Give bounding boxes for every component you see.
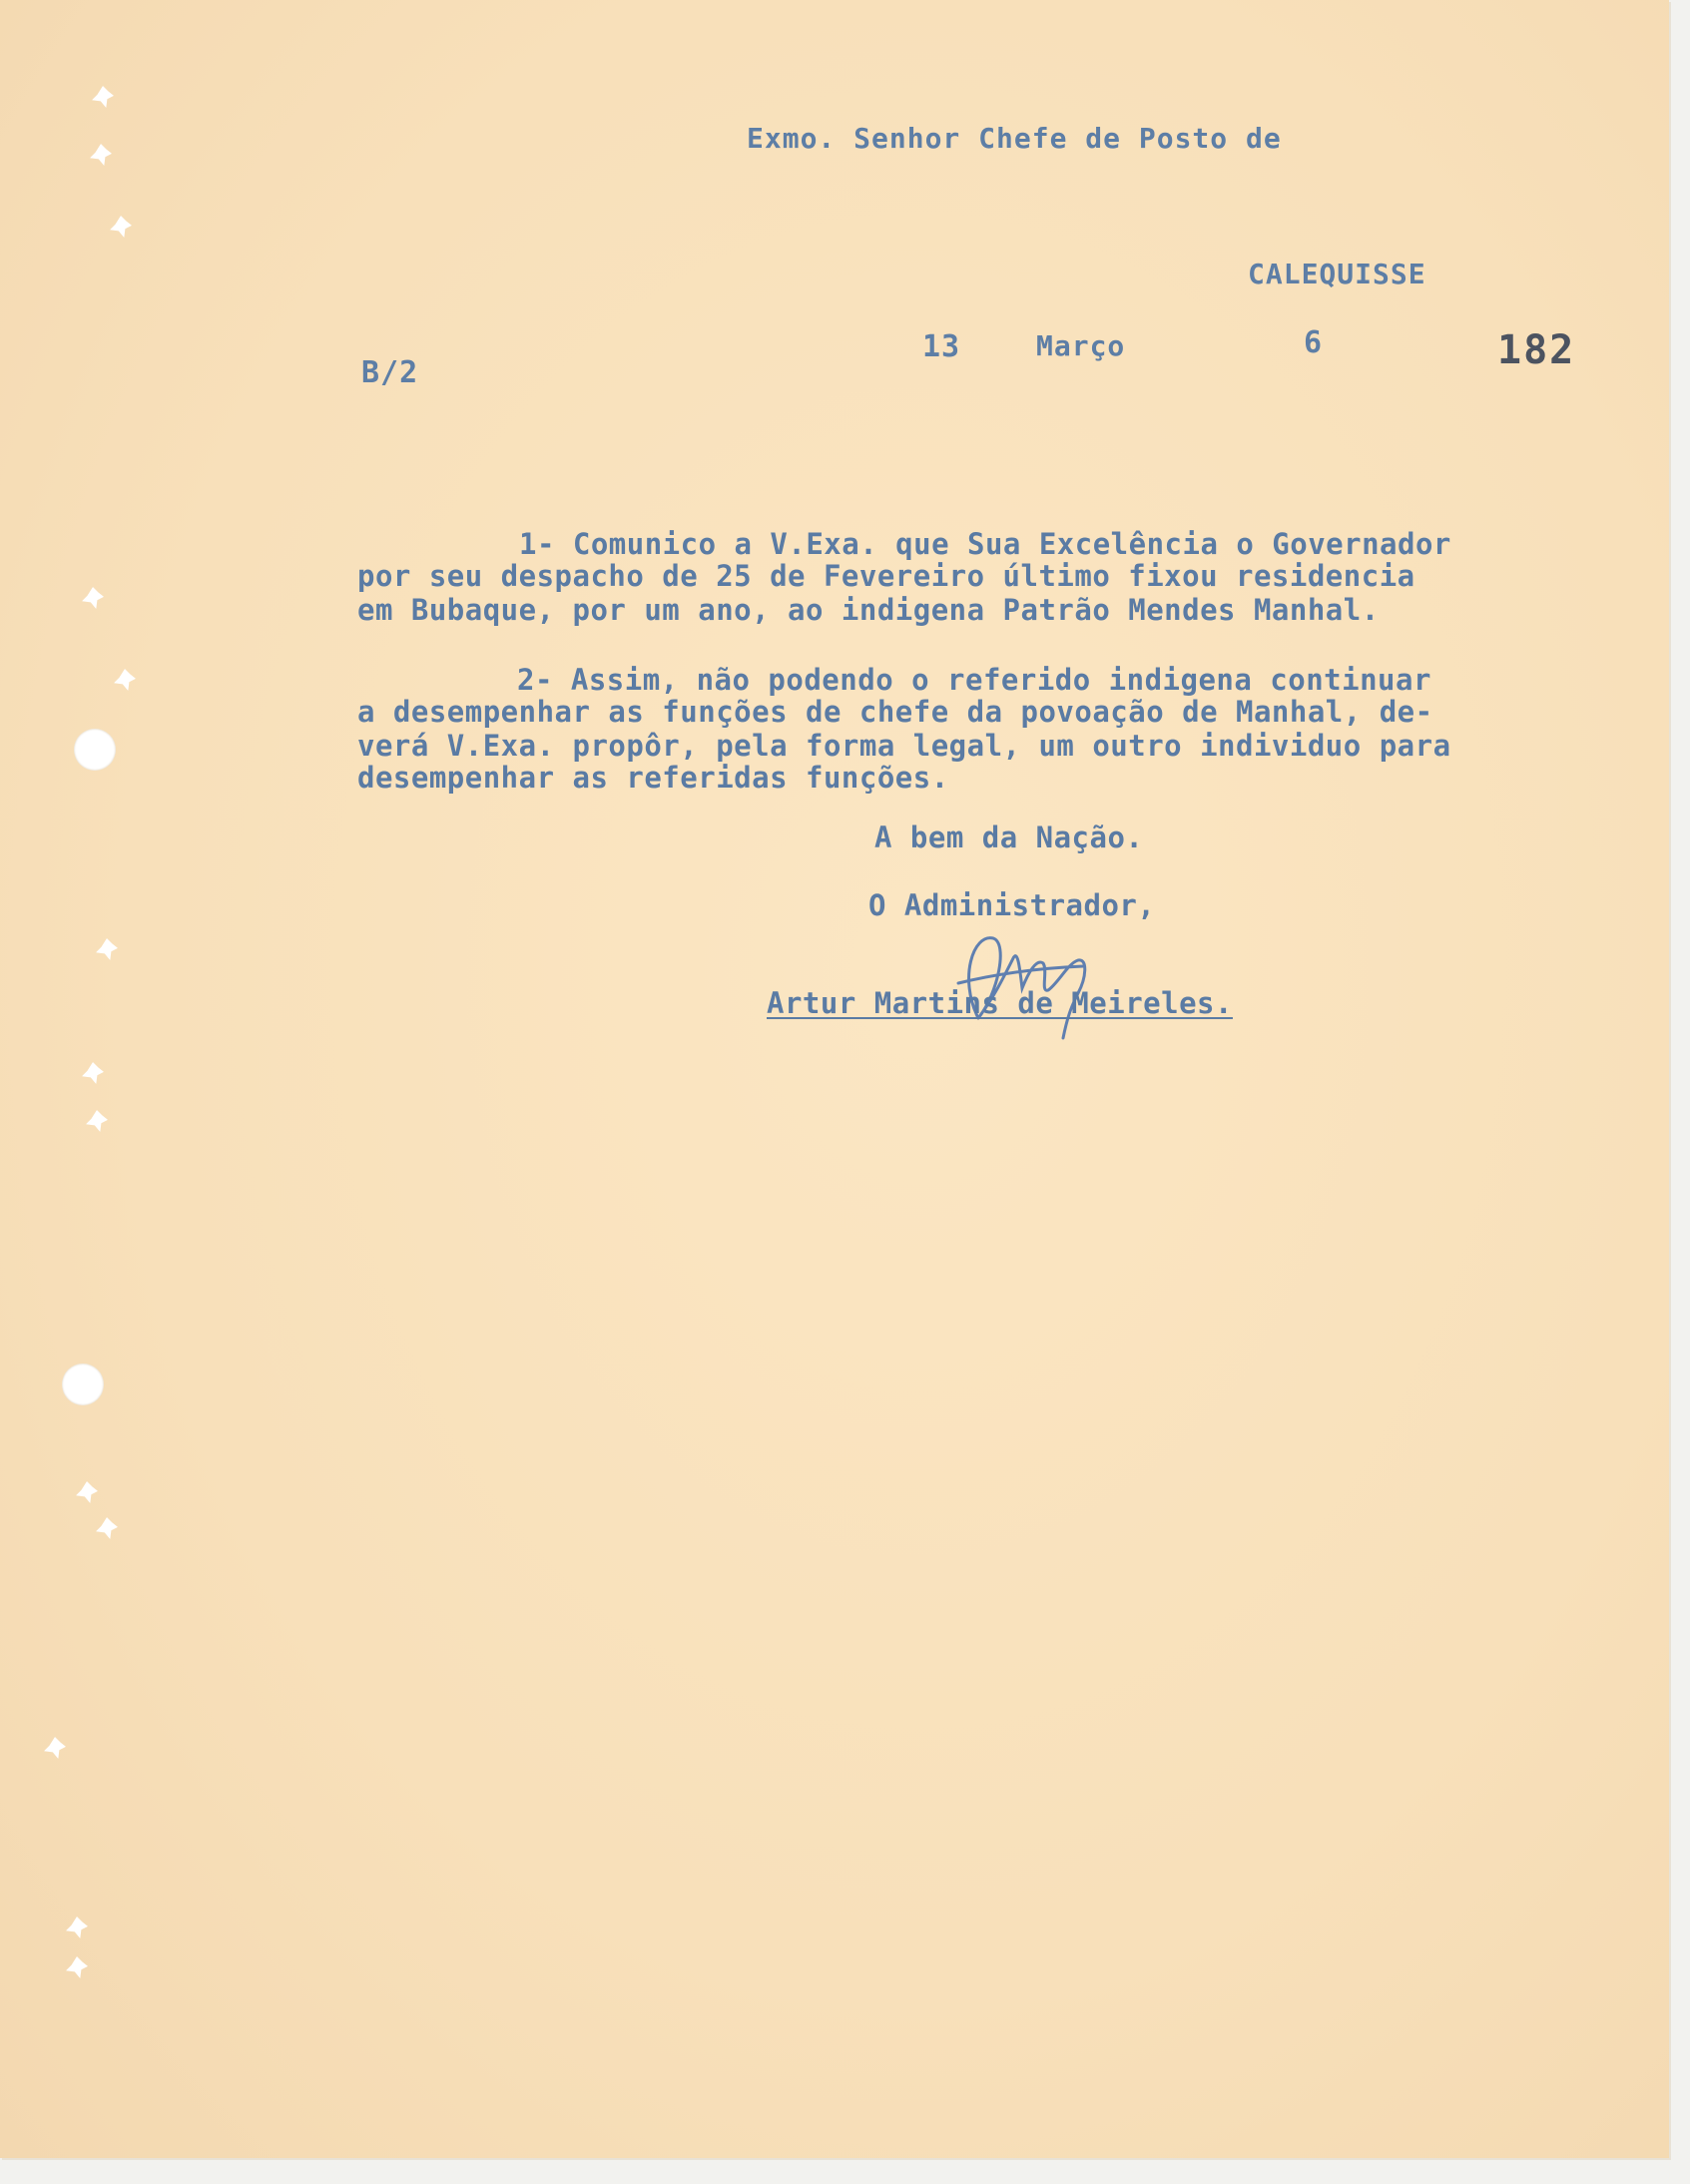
closing-role: O Administrador, (868, 888, 1156, 922)
punch-mark (90, 144, 112, 166)
signatory-name: Artur Martins de Meireles. (767, 986, 1233, 1020)
body-line: 2- Assim, não podendo o referido indigena continuar (517, 663, 1431, 697)
punch-mark (44, 1737, 66, 1759)
punch-mark (86, 1110, 108, 1132)
binder-hole (62, 1364, 104, 1405)
punch-mark (76, 1481, 98, 1503)
body-line: em Bubaque, por um ano, ao indigena Patrão Mendes Manhal. (357, 593, 1380, 627)
recipient-line: Exmo. Senhor Chefe de Posto de (747, 122, 1282, 155)
body-line: verá V.Exa. propôr, pela forma legal, um outro individuo para (357, 729, 1451, 763)
closing-salutation: A bem da Nação. (874, 820, 1144, 854)
date-month: Março (1036, 329, 1126, 362)
punch-mark (96, 938, 118, 960)
body-line: por seu despacho de 25 de Fevereiro último fixou residencia (357, 559, 1415, 593)
punch-mark (82, 587, 104, 609)
handwritten-signature (918, 918, 1138, 1048)
punch-mark (82, 1062, 104, 1084)
reference-code: B/2 (361, 355, 419, 390)
punch-mark (66, 1916, 88, 1938)
body-line: 1- Comunico a V.Exa. que Sua Excelência o Governador (519, 527, 1451, 561)
location-line: CALEQUISSE (1248, 258, 1426, 290)
body-line: a desempenhar as funções de chefe da povoação de Manhal, de- (357, 695, 1433, 729)
body-line: desempenhar as referidas funções. (357, 761, 949, 795)
date-year-digit: 6 (1304, 325, 1324, 360)
binder-hole (74, 729, 116, 771)
punch-mark (114, 669, 136, 691)
page-number: 182 (1497, 327, 1576, 373)
punch-mark (96, 1517, 118, 1539)
punch-mark (66, 1956, 88, 1978)
punch-mark (92, 86, 114, 108)
punch-mark (110, 216, 132, 238)
date-day: 13 (922, 329, 961, 364)
